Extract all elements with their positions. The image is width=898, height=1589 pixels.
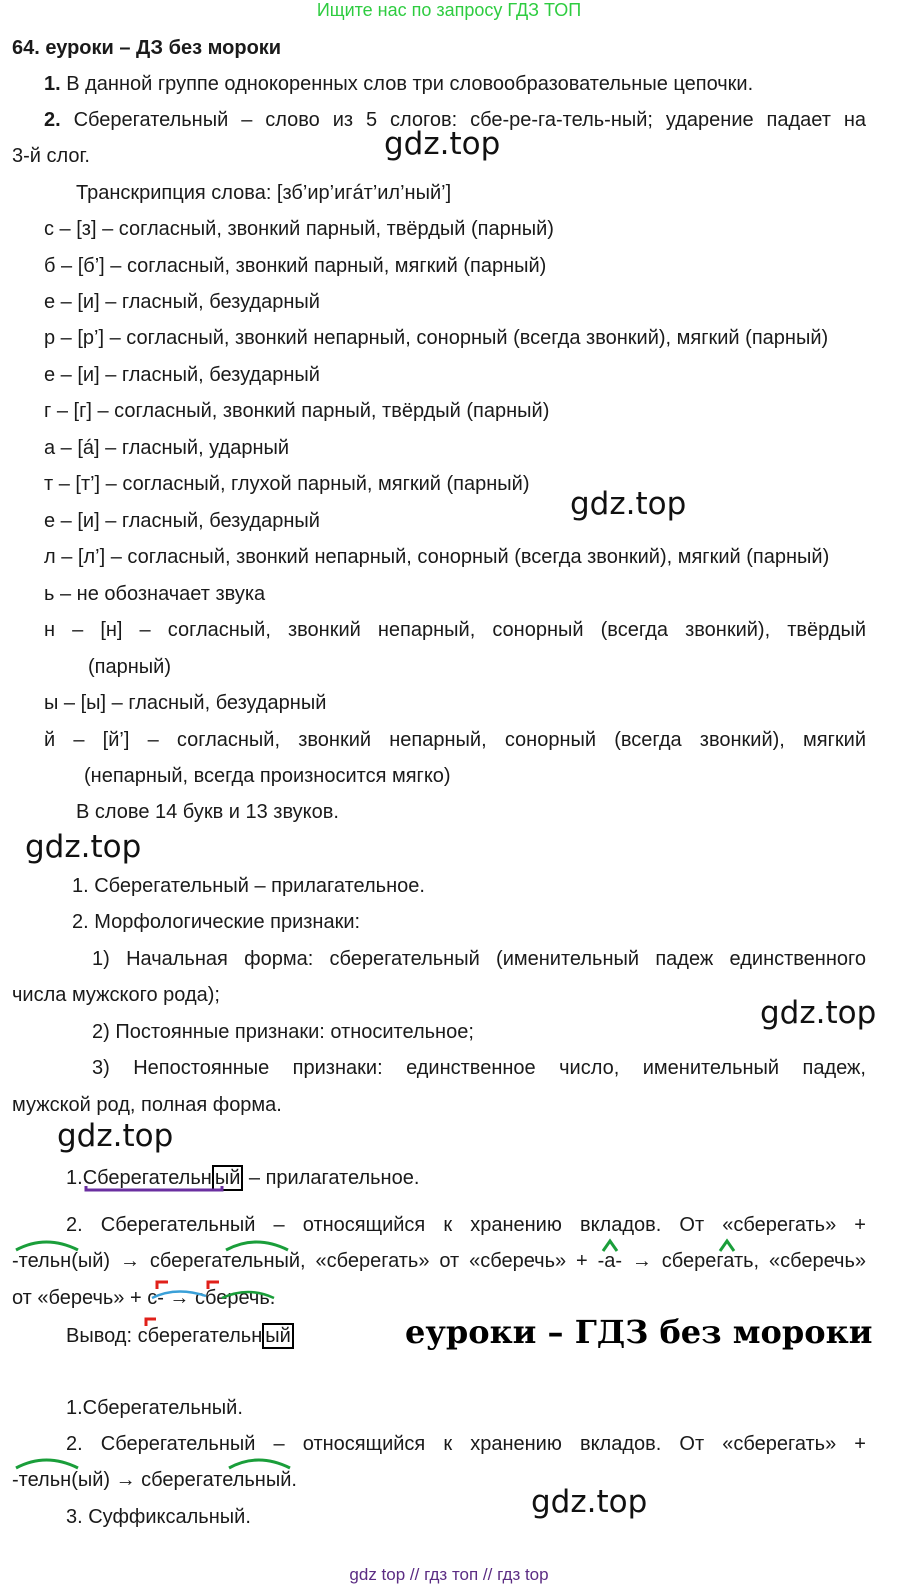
header-banner: Ищите нас по запросу ГДЗ ТОП: [316, 0, 582, 20]
conclusion-ending-box: ый: [262, 1323, 294, 1349]
morph-item-1: 1. Сберегательный – прилагательное.: [72, 875, 425, 897]
phonetic-line-e1: е – [и] – гласный, безударный: [44, 291, 320, 313]
morph-sub-3-cont: мужской род, полная форма.: [12, 1094, 282, 1116]
exercise-title: 64. еуроки – ДЗ без мороки: [12, 37, 282, 59]
transcription: Транскрипция слова: [зб’ир’игáт’ил’ный’]: [76, 182, 452, 204]
parse-line-4: от «беречь» + с- → сберечь.: [12, 1287, 276, 1309]
word-stem: Сберегательн: [82, 1167, 212, 1189]
phonetic-line-e2: е – [и] – гласный, безударный: [44, 364, 320, 386]
phonetic-line-e3: е – [и] – гласный, безударный: [44, 510, 320, 532]
suffix-arc-tel-3: [16, 1460, 78, 1468]
paragraph-2-number: 2.: [44, 109, 61, 131]
watermark-euroki: еуроки – ГДЗ без мороки: [405, 1313, 873, 1351]
watermark-gdz-2: gdz.top: [570, 486, 687, 522]
phonetic-line-a: а – [á] – гласный, ударный: [44, 437, 290, 459]
conclusion-line: [66, 1323, 294, 1349]
suffix-arc-tel-4: [229, 1460, 290, 1468]
parse-line-1: [66, 1165, 419, 1191]
phonetic-line-n-cont: (парный): [88, 656, 171, 678]
letters-summary: В слове 14 букв и 13 звуков.: [76, 801, 339, 823]
morph-item-2: 2. Морфологические признаки:: [72, 911, 361, 933]
watermark-gdz-4: gdz.top: [760, 995, 877, 1031]
phonetic-line-n: н – [н] – согласный, звонкий непарный, сонорный (всегда звонкий), твёрдый: [44, 619, 866, 641]
morph-sub-2: 2) Постоянные признаки: относительное;: [92, 1021, 474, 1043]
watermark-gdz-1: gdz.top: [384, 126, 501, 162]
word-ending-box: ый: [212, 1165, 244, 1191]
parse-line-3: -тельн(ый) → сберегательный, «сберегать» от «сберечь» + -а- → сберегать, «сберечь»: [12, 1250, 866, 1272]
final-line-4: 3. Суффиксальный.: [66, 1506, 251, 1528]
phonetic-line-s: с – [з] – согласный, звонкий парный, твёрдый (парный): [44, 218, 554, 240]
paragraph-1-number: 1.: [44, 73, 61, 95]
phonetic-line-g: г – [г] – согласный, звонкий парный, твёрдый (парный): [44, 400, 550, 422]
phonetic-line-j-cont: (непарный, всегда произносится мягко): [84, 765, 451, 787]
morph-sub-1-cont: числа мужского рода);: [12, 984, 220, 1006]
parse-rest: – прилагательное.: [243, 1167, 420, 1189]
paragraph-1: [44, 72, 753, 96]
final-line-2: 2. Сберегательный – относящийся к хранению вкладов. От «сберегать» +: [66, 1433, 866, 1455]
parse-number: 1.: [66, 1167, 83, 1189]
paragraph-2-line2: 3-й слог.: [12, 145, 90, 167]
morph-sub-1: 1) Начальная форма: сберегательный (именительный падеж единственного: [92, 948, 866, 970]
morph-sub-3: 3) Непостоянные признаки: единственное число, именительный падеж,: [92, 1057, 866, 1079]
phonetic-line-l: л – [л’] – согласный, звонкий непарный, сонорный (всегда звонкий), мягкий (парный): [44, 546, 830, 568]
conclusion-label: Вывод:: [66, 1325, 138, 1347]
phonetic-line-soft-sign: ь – не обозначает звука: [44, 583, 266, 605]
watermark-gdz-3: gdz.top: [25, 829, 142, 865]
parse-line-2: 2. Сберегательный – относящийся к хранению вкладов. От «сберегать» +: [66, 1214, 866, 1236]
paragraph-2-text: Сберегательный – слово из 5 слогов: сбе-ре-га-тель-ный; ударение падает на: [60, 109, 866, 131]
final-line-1: 1.Сберегательный.: [66, 1397, 243, 1419]
watermark-gdz-5: gdz.top: [57, 1118, 174, 1154]
final-line-3: -тельн(ый) → сберегательный.: [12, 1469, 297, 1491]
phonetic-line-y: ы – [ы] – гласный, безударный: [44, 692, 327, 714]
paragraph-1-text: В данной группе однокоренных слов три словообразовательные цепочки.: [60, 73, 754, 95]
conclusion-stem: сберегательн: [137, 1325, 263, 1347]
footer-links: gdz top // гдз топ // гдз top: [349, 1565, 549, 1584]
phonetic-line-r: р – [р’] – согласный, звонкий непарный, сонорный (всегда звонкий), мягкий (парный): [44, 327, 829, 349]
watermark-gdz-6: gdz.top: [531, 1484, 648, 1520]
phonetic-line-b: б – [б’] – согласный, звонкий парный, мягкий (парный): [44, 255, 547, 277]
phonetic-line-t: т – [т’] – согласный, глухой парный, мягкий (парный): [44, 473, 530, 495]
phonetic-line-j: й – [й’] – согласный, звонкий непарный, сонорный (всегда звонкий), мягкий: [44, 729, 866, 751]
